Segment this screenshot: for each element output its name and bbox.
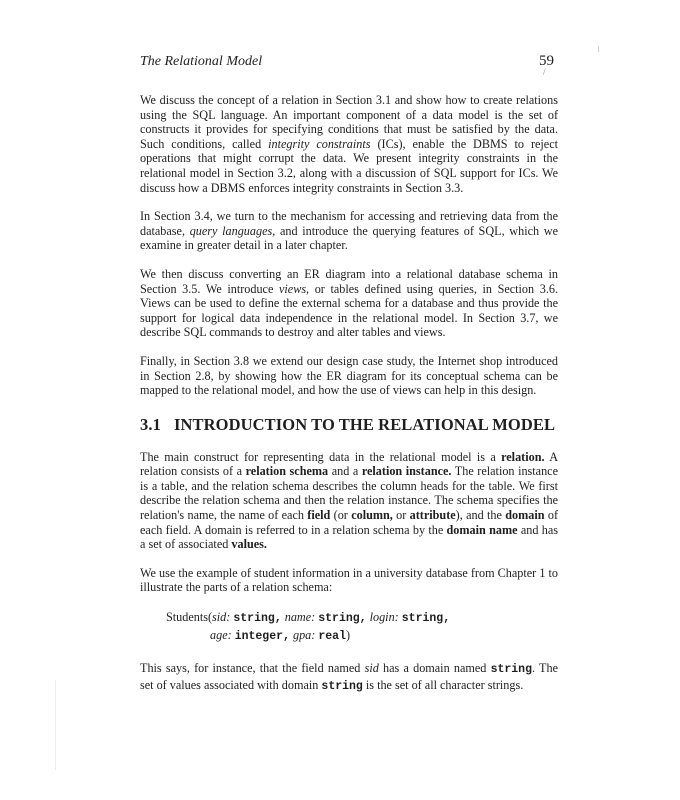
section-heading <box>140 415 558 435</box>
emphasis: views, <box>278 281 310 296</box>
intro-paragraph: In Section 3.4, we turn to the mechanism for accessing and retrieving data from the database, query languages, and introduce the querying features of SQL, which we examine in greater detail in a later chapter. <box>140 209 558 253</box>
section-number: 3.1 <box>140 414 161 434</box>
relation-schema <box>166 609 558 645</box>
term: column, <box>351 508 393 523</box>
code-term: string <box>490 663 532 677</box>
scan-tick-mark: / <box>543 67 546 77</box>
schema-line: age: integer, gpa: real) <box>210 628 351 644</box>
section-title: INTRODUCTION TO THE RELATIONAL MODEL <box>174 414 556 434</box>
emphasis: sid <box>364 661 379 676</box>
emphasis: query languages, <box>189 223 276 238</box>
term: relation instance. <box>361 464 452 479</box>
term: values. <box>231 537 267 552</box>
page-number: 59 <box>539 53 554 69</box>
section-paragraph: The main construct for representing data in the relational model is a relation. A relation consists of a relation schema and a relation instance. The relation instance is a table, and the relation schema describes the column heads for the table. We first describe the relation schema and then the relation instance. The schema specifies the relation's name, the name of each field (or column, or attribute), and the domain of each field. A domain is referred to in a relation schema by the domain name and has a set of associated values. <box>140 449 559 552</box>
body-text <box>140 93 558 708</box>
intro-paragraph: Finally, in Section 3.8 we extend our design case study, the Internet shop introduced in Section 2.8, by showing how the ER diagram for its conceptual schema can be mapped to the relational model, and how the use of views can help in this design. <box>140 353 558 398</box>
term: relation schema <box>245 464 329 479</box>
intro-paragraph: We discuss the concept of a relation in Section 3.1 and show how to create relations using the SQL language. An important component of a data model is the set of constructs it provides for specifying conditions that must be satisfied by the data. Such conditions, called integrity constraints (ICs), enable the DBMS to reject operations that might corrupt the data. We present integrity constraints in the relational model in Section 3.2, along with a discussion of SQL support for ICs. We discuss how a DBMS enforces integrity constraints in Section 3.3. <box>140 93 559 195</box>
term: field <box>307 508 331 523</box>
term: relation. <box>501 449 545 464</box>
term: attribute <box>409 508 456 523</box>
scan-edge-mark <box>598 46 599 52</box>
scan-edge-mark <box>55 680 56 770</box>
code-term: string <box>321 679 363 693</box>
term: domain <box>505 508 545 523</box>
intro-paragraph: We then discuss converting an ER diagram into a relational database schema in Section 3.5. We introduce views, or tables defined using queries, in Section 3.6. Views can be used to define the external schema for a database and thus provide the support for logical data independence in the relational model. In Section 3.7, we describe SQL commands to destroy and alter tables and views. <box>140 266 559 340</box>
running-title: The Relational Model <box>140 54 263 69</box>
section-paragraph: This says, for instance, that the field named sid has a domain named string. The set of values associated with domain string is the set of all character strings. <box>140 661 558 693</box>
section-paragraph: We use the example of student information in a university database from Chapter 1 to illustrate the parts of a relation schema: <box>140 565 558 595</box>
term: domain name <box>446 522 518 537</box>
emphasis: integrity constraints <box>268 136 371 151</box>
schema-line: Students(sid: string, name: string, login: string, <box>166 610 451 626</box>
